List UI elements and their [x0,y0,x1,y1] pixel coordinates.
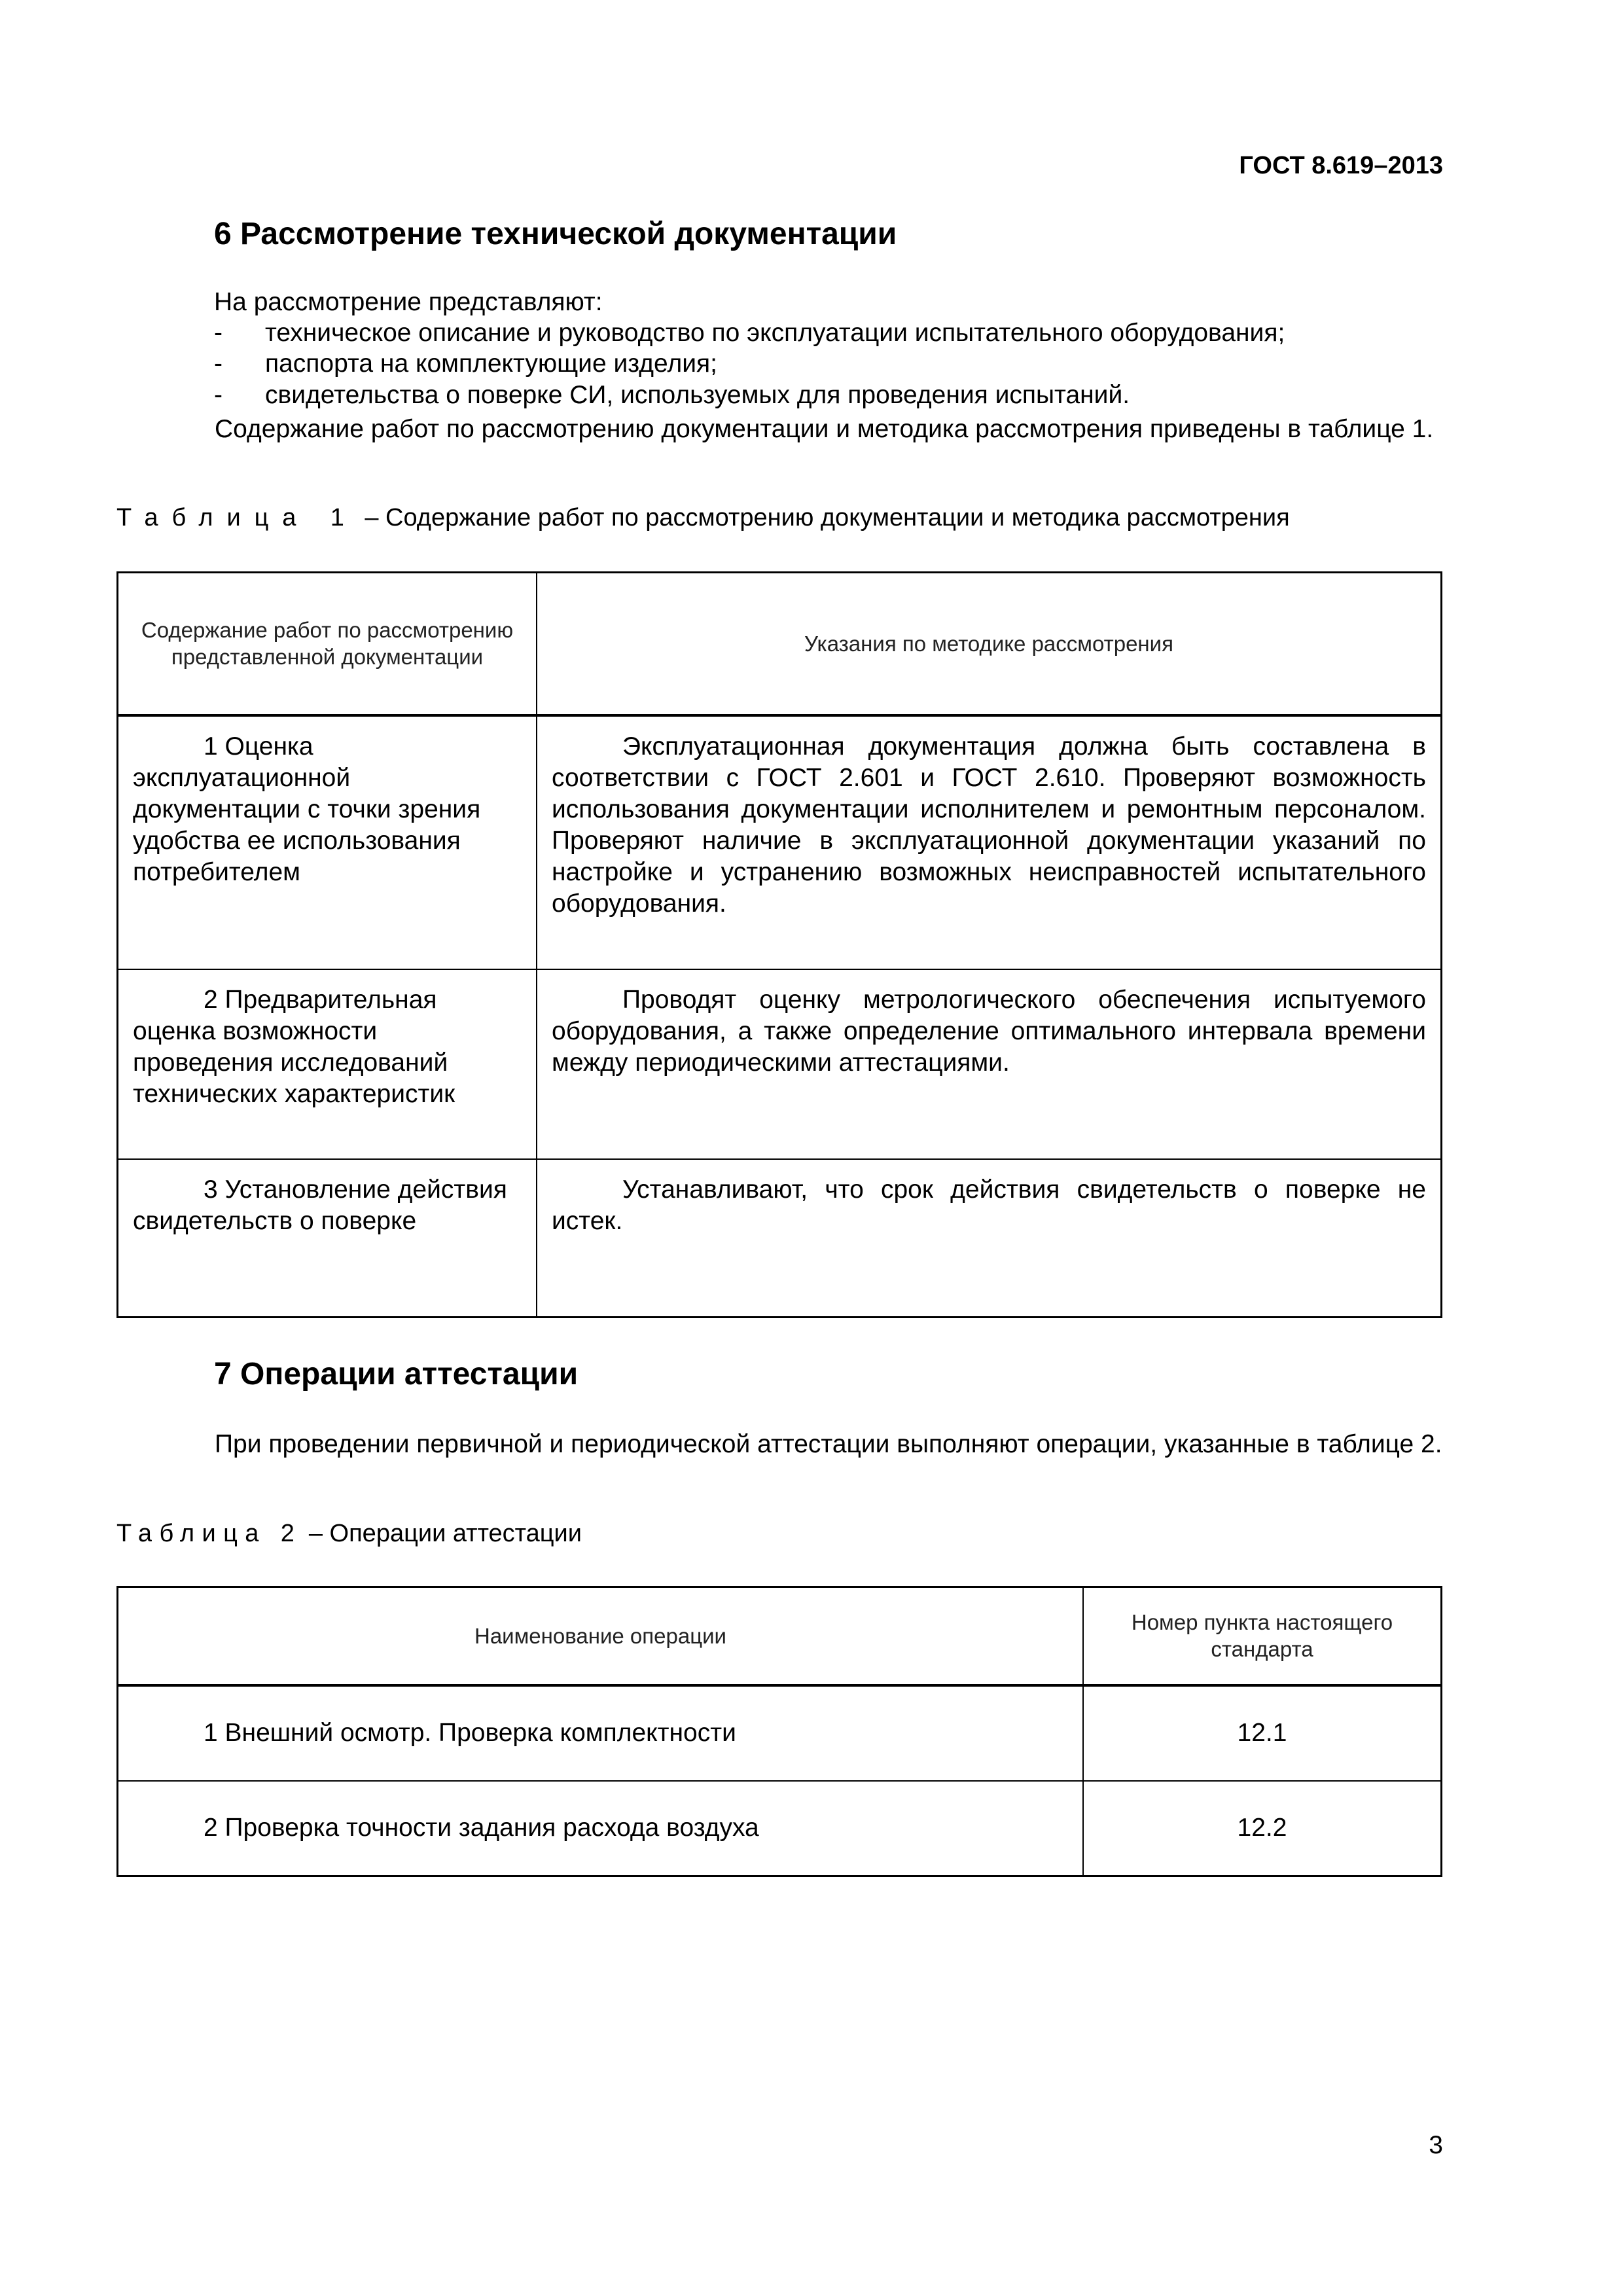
table-row [118,715,1442,969]
table-header-row [118,573,1442,715]
table-1-caption [116,504,1290,532]
cell-text: Устанавливают, что срок действия свидетельств о поверке не истек. [552,1175,1426,1235]
list-item: - техническое описание и руководство по эксплуатации испытательного оборудования; [214,319,1285,347]
table-cell-guide [537,1159,1442,1318]
table-row [118,1159,1442,1318]
table-row [118,969,1442,1159]
table-1 [116,571,1442,1318]
table-1-caption-text: – Содержание работ по рассмотрению документации и методика рассмотрения [365,504,1290,531]
cell-text: 1 Оценка эксплуатационной документации с точки зрения удобства ее использования потребителем [133,732,481,886]
table-header-cell: Содержание работ по рассмотрению представленной документации [118,573,537,715]
table-1-caption-label: Таблица 1 [116,504,358,531]
table-2-caption [116,1520,582,1548]
table-row [118,1685,1442,1781]
table-header-row [118,1587,1442,1685]
list-item: - паспорта на комплектующие изделия; [214,350,717,378]
table-cell-operation: 2 Проверка точности задания расхода воздуха [118,1781,1084,1876]
document-code: ГОСТ 8.619–2013 [1239,152,1443,179]
list-item-text: свидетельства о поверке СИ, используемых для проведения испытаний. [265,381,1130,409]
table-header-cell: Указания по методике рассмотрения [537,573,1442,715]
table-cell-work [118,969,537,1159]
table-cell-clause: 12.1 [1083,1685,1442,1781]
cell-text: Эксплуатационная документация должна быть составлена в соответствии с ГОСТ 2.601 и ГОСТ 2.610. Проверяют возможность использования документации исполнителем и ремонтным персоналом. Проверяют наличие в эксплуатационной документации указаний по настройке и устранению возможных неисправностей испытательного оборудования. [552,732,1426,918]
table-cell-guide [537,969,1442,1159]
table-2 [116,1586,1442,1877]
list-item-text: техническое описание и руководство по эксплуатации испытательного оборудования; [265,319,1285,347]
cell-text: 2 Предварительная оценка возможности проведения исследований технических характеристик [133,985,455,1108]
table-header-cell: Наименование операции [118,1587,1084,1685]
section-7-title: 7 Операции аттестации [214,1357,579,1391]
list-item: - свидетельства о поверке СИ, используемых для проведения испытаний. [214,381,1130,409]
table-row [118,1781,1442,1876]
section-7-paragraph: При проведении первичной и периодической аттестации выполняют операции, указанные в таблице 2. [215,1430,1442,1458]
section-6-title: 6 Рассмотрение технической документации [214,217,897,251]
cell-text: 3 Установление действия свидетельств о поверке [133,1175,507,1235]
table-header-cell: Номер пункта настоящего стандарта [1083,1587,1442,1685]
table-cell-work [118,715,537,969]
section-6-paragraph: Содержание работ по рассмотрению документации и методика рассмотрения приведены в таблице 1. [215,415,1434,443]
list-item-text: паспорта на комплектующие изделия; [265,350,717,378]
section-6-intro: На рассмотрение представляют: [214,288,603,316]
cell-text: Проводят оценку метрологического обеспечения испытуемого оборудования, а также определение оптимального интервала времени между периодическими аттестациями. [552,985,1426,1077]
table-cell-guide [537,715,1442,969]
table-2-caption-text: – Операции аттестации [308,1520,582,1547]
table-cell-work [118,1159,537,1318]
table-cell-clause: 12.2 [1083,1781,1442,1876]
table-cell-operation: 1 Внешний осмотр. Проверка комплектности [118,1685,1084,1781]
page-number: 3 [1429,2131,1443,2159]
table-2-caption-label: Таблица 2 [116,1520,302,1547]
